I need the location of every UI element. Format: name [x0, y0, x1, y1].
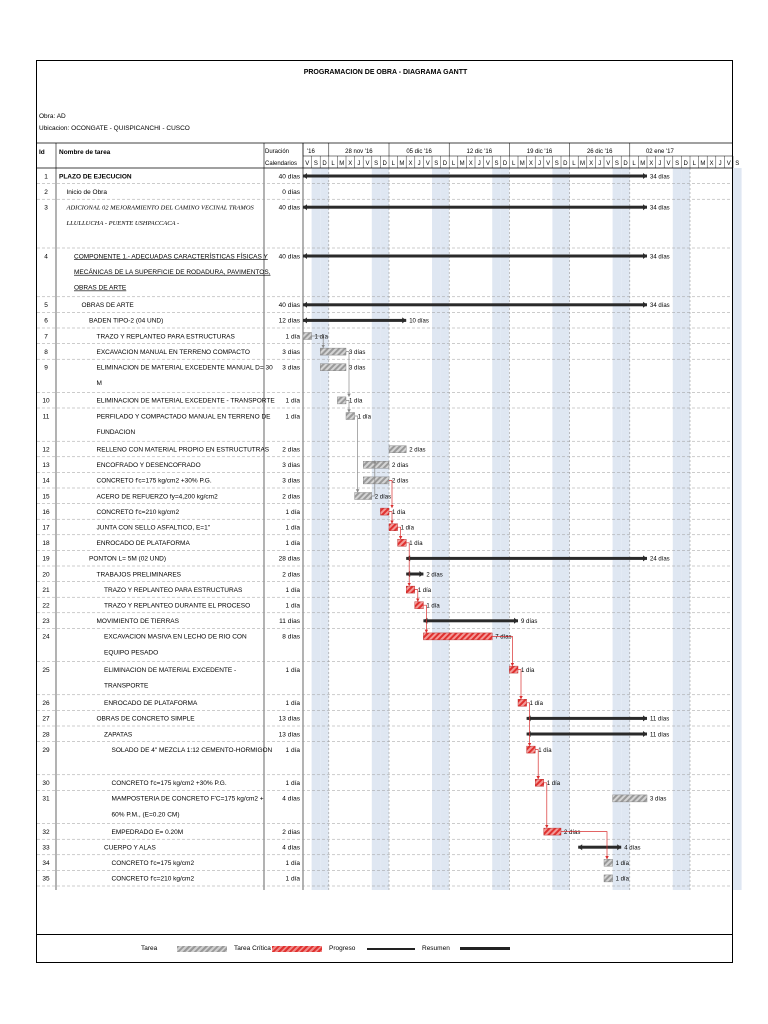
- task-bar[interactable]: [320, 364, 346, 371]
- day-letter: S: [675, 161, 680, 167]
- bar-duration-label: 1 día: [392, 509, 406, 516]
- task-duration: 4 días: [282, 844, 300, 852]
- task-id: 26: [42, 700, 50, 708]
- critical-task-bar[interactable]: [518, 699, 527, 706]
- task-bar[interactable]: [346, 413, 355, 420]
- day-letter: S: [735, 161, 740, 167]
- task-id: 23: [42, 618, 50, 626]
- task-duration: 1 día: [285, 780, 300, 788]
- day-letter: D: [322, 161, 327, 167]
- task-duration: 1 día: [285, 508, 300, 516]
- bar-duration-label: 1 día: [417, 587, 432, 594]
- column-header-id: Id: [39, 149, 45, 156]
- bar-duration-label: 11 días: [650, 732, 670, 739]
- task-duration: 1 día: [285, 875, 300, 883]
- task-bar[interactable]: [363, 477, 389, 484]
- task-id: 27: [42, 715, 50, 723]
- day-letter: X: [649, 161, 654, 167]
- critical-task-bar[interactable]: [509, 666, 518, 673]
- task-id: 28: [42, 731, 50, 739]
- task-duration: 28 días: [278, 555, 300, 563]
- legend-task-label: Tarea: [141, 945, 158, 952]
- task-duration: 1 día: [285, 524, 300, 532]
- bar-duration-label: 1 día: [615, 861, 629, 868]
- weekend-shade: [380, 168, 389, 890]
- task-duration: 3 días: [282, 477, 300, 485]
- task-name: CONCRETO f'c=175 kg/cm2: [111, 860, 195, 868]
- task-name: ELIMINACION DE MATERIAL EXCEDENTE - TRANSPORTE: [96, 397, 275, 405]
- day-letter: L: [451, 161, 456, 167]
- task-id: 30: [42, 780, 50, 788]
- day-letter: J: [417, 161, 421, 167]
- column-header-calendar: Calendarios: [265, 161, 298, 167]
- bar-duration-label: 1 día: [615, 876, 629, 883]
- weekend-shade: [372, 168, 381, 890]
- task-duration: 0 días: [282, 188, 300, 196]
- task-name: ENCOFRADO Y DESENCOFRADO: [96, 462, 201, 470]
- task-duration: 40 días: [278, 173, 300, 181]
- legend-critical-label: Tarea Crítica: [234, 945, 271, 952]
- bar-duration-label: 1 día: [538, 747, 552, 754]
- day-letter: D: [442, 161, 448, 167]
- legend: [37, 934, 732, 964]
- bar-duration-label: 7 días: [495, 634, 512, 641]
- task-duration: 4 días: [282, 795, 300, 803]
- summary-bar[interactable]: [406, 571, 423, 577]
- task-bar[interactable]: [320, 348, 346, 355]
- task-name: MOVIMIENTO DE TIERRAS: [96, 618, 179, 626]
- bar-duration-label: 2 días: [392, 478, 409, 485]
- task-id: 6: [44, 317, 48, 325]
- task-bar[interactable]: [389, 446, 406, 453]
- weekend-shade: [501, 168, 510, 890]
- task-name: TRABAJOS PRELIMINARES: [96, 571, 182, 579]
- dependency-link: [355, 416, 358, 492]
- column-header-name: Nombre de tarea: [59, 149, 111, 156]
- critical-task-bar[interactable]: [527, 746, 536, 753]
- task-name: TRAZO Y REPLANTEO PARA ESTRUCTURAS: [104, 586, 243, 594]
- task-duration: 1 día: [285, 746, 300, 754]
- bar-duration-label: 1 día: [546, 781, 561, 788]
- task-duration: 8 días: [282, 633, 300, 641]
- task-bar[interactable]: [613, 795, 647, 802]
- bar-duration-label: 34 días: [650, 205, 670, 212]
- day-letter: M: [580, 161, 585, 167]
- task-id: 3: [44, 204, 48, 212]
- day-letter: S: [434, 161, 439, 167]
- task-id: 7: [44, 333, 48, 341]
- task-name: MAMPOSTERIA DE CONCRETO F'C=175 kg/cm2 + 60% P.M., (E=0.20 CM): [111, 795, 264, 819]
- task-name: JUNTA CON SELLO ASFALTICO, E=1": [96, 524, 211, 532]
- task-id: 16: [42, 508, 50, 516]
- week-label: 12 dic '16: [466, 149, 493, 155]
- day-letter: J: [658, 161, 662, 167]
- day-letter: V: [546, 161, 551, 167]
- weekend-shade: [320, 168, 329, 890]
- day-letter: D: [563, 161, 568, 167]
- task-name: RELLENO CON MATERIAL PROPIO EN ESTRUCTUTRAS: [96, 446, 270, 454]
- task-name: ZAPATAS: [104, 731, 133, 739]
- day-letter: M: [640, 161, 646, 167]
- task-name: CUERPO Y ALAS: [104, 844, 156, 852]
- bar-duration-label: 2 días: [426, 572, 443, 579]
- day-letter: D: [382, 161, 387, 167]
- bar-duration-label: 2 días: [409, 447, 426, 454]
- task-name: ACERO DE REFUERZO fy=4,200 kg/cm2: [96, 493, 218, 501]
- task-name: PERFILADO Y COMPACTADO MANUAL EN TERRENO DE FUNDACION: [96, 413, 271, 436]
- task-name: OBRAS DE ARTE: [81, 302, 134, 310]
- bar-duration-label: 1 día: [529, 701, 543, 708]
- day-letter: M: [700, 161, 706, 167]
- task-name: Inicio de Obra: [66, 188, 107, 196]
- task-duration: 1 día: [285, 333, 300, 341]
- task-name: PONTON L= 5M (02 UND): [89, 555, 166, 563]
- day-letter: V: [365, 161, 370, 167]
- task-name: ELIMINACION DE MATERIAL EXCEDENTE -TRANSPORTE: [104, 666, 237, 690]
- task-duration: 1 día: [285, 540, 300, 548]
- day-letter: S: [313, 161, 318, 167]
- day-letter: S: [494, 161, 499, 167]
- day-letter: X: [468, 161, 473, 167]
- day-letter: M: [339, 161, 345, 167]
- week-label: '16: [307, 149, 315, 155]
- bar-duration-label: 34 días: [650, 174, 670, 181]
- task-id: 11: [42, 413, 50, 421]
- day-letter: V: [606, 161, 611, 167]
- bar-duration-label: 3 días: [650, 796, 667, 803]
- bar-duration-label: 24 días: [650, 556, 670, 563]
- task-duration: 2 días: [282, 446, 300, 454]
- task-duration: 13 días: [278, 731, 300, 739]
- task-name: CONCRETO f'c=175 kg/cm2 +30% P.G.: [111, 780, 227, 788]
- task-id: 4: [44, 253, 48, 261]
- day-letter: J: [538, 161, 541, 167]
- critical-task-bar[interactable]: [544, 828, 561, 835]
- task-bar[interactable]: [604, 875, 613, 882]
- day-letter: X: [348, 161, 353, 167]
- dependency-link: [406, 543, 409, 586]
- legend-summary-label: Resumen: [422, 945, 450, 952]
- task-duration: 2 días: [282, 828, 300, 836]
- task-id: 19: [42, 555, 50, 563]
- task-id: 18: [42, 540, 50, 548]
- bar-duration-label: 1 día: [409, 541, 423, 548]
- task-name: CONCRETO f'c=210 kg/cm2: [96, 508, 180, 516]
- task-bar[interactable]: [303, 333, 312, 340]
- task-bar[interactable]: [604, 859, 613, 866]
- task-name: COMPONENTE 1.- ADECUADAS CARACTERÍSTICAS FÍSICAS Y MECÁNICAS DE LA SUPERFICIE DE RODADURA, PAVIMENTOS, OBRAS DE ARTE: [74, 253, 271, 292]
- task-id: 8: [44, 348, 48, 356]
- summary-bar[interactable]: [303, 173, 647, 179]
- bar-duration-label: 3 días: [349, 365, 366, 372]
- day-letter: J: [718, 161, 722, 167]
- day-letter: S: [614, 161, 619, 167]
- gantt-document-frame: [36, 60, 740, 963]
- dependency-link: [518, 670, 521, 699]
- day-letter: X: [709, 161, 714, 167]
- weekend-shade: [312, 168, 321, 890]
- day-letter: L: [572, 161, 576, 167]
- task-duration: 3 días: [282, 348, 300, 356]
- task-id: 31: [42, 795, 50, 803]
- bar-duration-label: 2 días: [392, 463, 409, 470]
- task-id: 25: [42, 666, 50, 674]
- weekend-shade: [681, 168, 690, 890]
- day-letter: X: [408, 161, 413, 167]
- task-id: 13: [42, 462, 50, 470]
- day-letter: M: [399, 161, 405, 167]
- day-letter: V: [485, 161, 490, 167]
- dependency-link: [527, 703, 530, 746]
- day-letter: X: [589, 161, 594, 167]
- day-letter: V: [666, 161, 671, 167]
- bar-duration-label: 34 días: [650, 254, 670, 261]
- day-letter: L: [512, 161, 516, 167]
- critical-task-bar[interactable]: [415, 602, 424, 609]
- task-bar[interactable]: [355, 493, 372, 500]
- task-name: ADICIONAL 02 MEJORAMIENTO DEL CAMINO VECINAL TRAMOS LLULLUCHA - PUENTE USHPACCACA -: [66, 204, 254, 228]
- task-id: 33: [42, 844, 50, 852]
- task-duration: 3 días: [282, 364, 300, 372]
- week-label: 05 dic '16: [406, 149, 432, 155]
- task-duration: 40 días: [278, 253, 300, 261]
- document-title: PROGRAMACION DE OBRA - DIAGRAMA GANTT: [303, 69, 468, 76]
- task-id: 24: [42, 633, 50, 641]
- task-duration: 1 día: [285, 413, 300, 421]
- day-letter: D: [683, 161, 688, 167]
- task-name: SOLADO DE 4" MEZCLA 1:12 CEMENTO-HORMIGON: [111, 746, 273, 754]
- task-duration: 1 día: [285, 586, 300, 594]
- task-name: OBRAS DE CONCRETO SIMPLE: [96, 715, 195, 723]
- task-id: 5: [44, 302, 48, 310]
- task-id: 9: [44, 364, 48, 372]
- task-duration: 1 día: [285, 666, 300, 674]
- legend-task-swatch: [177, 946, 227, 952]
- weekend-shade: [733, 168, 742, 890]
- bar-duration-label: 1 día: [314, 334, 328, 341]
- week-label: 19 dic '16: [526, 149, 553, 155]
- weekend-shade: [432, 168, 441, 890]
- bar-duration-label: 1 día: [521, 667, 535, 674]
- week-label: 02 ene '17: [645, 149, 674, 155]
- day-letter: L: [331, 161, 335, 167]
- task-id: 12: [42, 446, 50, 454]
- task-duration: 1 día: [285, 700, 300, 708]
- critical-task-bar[interactable]: [398, 539, 407, 546]
- task-id: 35: [42, 875, 50, 883]
- gantt-sheet: [37, 61, 740, 933]
- task-id: 15: [42, 493, 50, 501]
- task-duration: 40 días: [278, 204, 300, 212]
- bar-duration-label: 9 días: [521, 619, 538, 626]
- day-letter: D: [502, 161, 508, 167]
- day-letter: J: [598, 161, 602, 167]
- task-name: BADEN TIPO-2 (04 UND): [89, 317, 164, 325]
- day-letter: X: [528, 161, 533, 167]
- task-id: 17: [42, 524, 50, 532]
- task-id: 34: [42, 860, 50, 868]
- critical-task-bar[interactable]: [423, 633, 492, 640]
- weekend-shade: [621, 168, 630, 890]
- weekend-shade: [561, 168, 570, 890]
- weekend-shade: [673, 168, 682, 890]
- day-letter: M: [459, 161, 465, 167]
- week-label: 28 nov '16: [345, 149, 373, 155]
- legend-summary-swatch: [460, 947, 510, 950]
- day-letter: V: [726, 161, 731, 167]
- critical-task-bar[interactable]: [380, 508, 389, 515]
- critical-task-bar[interactable]: [406, 586, 415, 593]
- critical-task-bar[interactable]: [389, 524, 398, 531]
- summary-bar[interactable]: [303, 204, 647, 210]
- dependency-link: [535, 750, 538, 779]
- task-id: 14: [42, 477, 50, 485]
- bar-duration-label: 1 día: [400, 525, 414, 532]
- task-id: 22: [42, 602, 50, 610]
- task-duration: 1 día: [285, 860, 300, 868]
- task-id: 10: [42, 397, 50, 405]
- task-name: ENROCADO DE PLATAFORMA: [104, 700, 198, 708]
- task-duration: 3 días: [282, 462, 300, 470]
- day-letter: L: [632, 161, 636, 167]
- day-letter: V: [425, 161, 430, 167]
- column-header-duration: Duración: [265, 149, 290, 155]
- task-duration: 2 días: [282, 571, 300, 579]
- legend-critical-swatch: [272, 946, 322, 952]
- day-letter: M: [519, 161, 525, 167]
- task-name: CONCRETO f'c=175 kg/cm2 +30% P.G.: [96, 477, 212, 485]
- day-letter: D: [623, 161, 628, 167]
- task-id: 32: [42, 828, 50, 836]
- bar-duration-label: 2 días: [374, 494, 392, 501]
- bar-duration-label: 1 día: [426, 603, 440, 610]
- bar-duration-label: 4 días: [624, 845, 641, 852]
- task-name: PLAZO DE EJECUCION: [59, 173, 132, 181]
- critical-task-bar[interactable]: [535, 779, 544, 786]
- legend-progress-swatch: [367, 948, 415, 950]
- task-name: EXCAVACION MANUAL EN TERRENO COMPACTO: [96, 348, 250, 356]
- task-bar[interactable]: [363, 461, 389, 468]
- obra-label: Obra: AD: [39, 113, 66, 120]
- bar-duration-label: 11 días: [650, 716, 670, 723]
- day-letter: J: [357, 161, 361, 167]
- task-name: ENROCADO DE PLATAFORMA: [96, 540, 190, 548]
- task-name: ELIMINACION DE MATERIAL EXCEDENTE MANUAL D= 30 M: [96, 364, 273, 388]
- task-duration: 11 días: [279, 618, 300, 626]
- task-name: CONCRETO f'c=210 kg/cm2: [111, 875, 195, 883]
- task-duration: 1 día: [285, 602, 300, 610]
- day-letter: S: [554, 161, 559, 167]
- bar-duration-label: 1 día: [357, 414, 371, 421]
- bar-duration-label: 1 día: [349, 398, 363, 405]
- task-id: 29: [42, 746, 50, 754]
- bar-duration-label: 10 días: [409, 318, 429, 325]
- weekend-shade: [613, 168, 622, 890]
- task-duration: 40 días: [278, 302, 300, 310]
- day-letter: J: [477, 161, 481, 167]
- day-letter: L: [391, 161, 395, 167]
- task-name: EXCAVACION MASIVA EN LECHO DE RIO CON EQUIPO PESADO: [104, 633, 247, 657]
- weekend-shade: [441, 168, 450, 890]
- bar-duration-label: 34 días: [650, 303, 670, 310]
- task-id: 20: [42, 571, 50, 579]
- summary-bar[interactable]: [303, 302, 647, 308]
- ubicacion-label: Ubicacion: OCONGATE - QUISPICANCHI - CUSCO: [39, 125, 190, 132]
- task-duration: 12 días: [278, 317, 300, 325]
- bar-duration-label: 3 días: [349, 349, 366, 356]
- task-duration: 2 días: [282, 493, 300, 501]
- task-name: TRAZO Y REPLANTEO DURANTE EL PROCESO: [104, 602, 251, 610]
- bar-duration-label: 2 días: [564, 829, 581, 836]
- summary-bar[interactable]: [303, 253, 647, 259]
- task-id: 21: [42, 586, 50, 594]
- dependency-link: [544, 783, 547, 828]
- task-duration: 13 días: [278, 715, 300, 723]
- week-label: 26 dic '16: [586, 149, 613, 155]
- task-name: EMPEDRADO E= 0.20M: [111, 828, 184, 836]
- task-id: 2: [44, 188, 48, 196]
- weekend-shade: [492, 168, 501, 890]
- task-bar[interactable]: [337, 397, 346, 404]
- task-id: 1: [44, 173, 48, 181]
- dependency-link: [346, 352, 349, 397]
- day-letter: L: [692, 161, 696, 167]
- task-duration: 1 día: [285, 397, 300, 405]
- day-letter: V: [305, 161, 310, 167]
- legend-progress-label: Progreso: [329, 945, 356, 952]
- task-name: TRAZO Y REPLANTEO PARA ESTRUCTURAS: [96, 333, 235, 341]
- day-letter: S: [374, 161, 379, 167]
